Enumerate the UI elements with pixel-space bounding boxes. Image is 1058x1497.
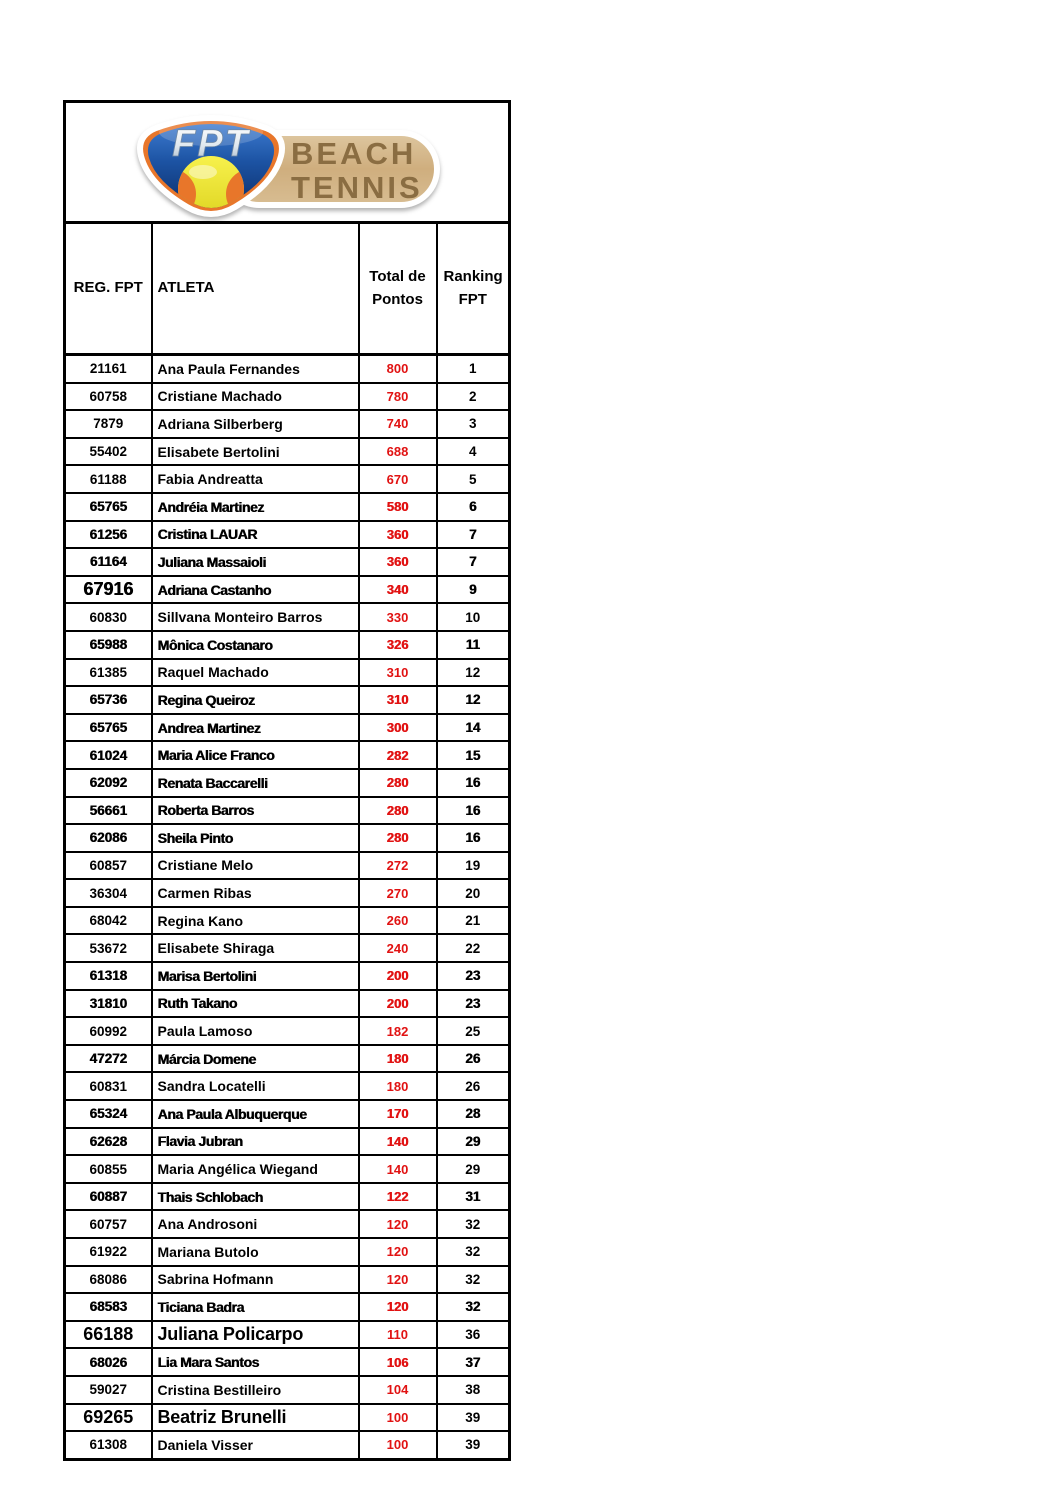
ranking-cell: 23: [437, 990, 510, 1018]
fpt-ranking-table: [63, 100, 511, 1461]
athlete-name-cell: Sandra Locatelli: [152, 1072, 359, 1100]
points-cell: 200: [359, 990, 437, 1018]
table-row: [65, 383, 510, 411]
ranking-cell: 7: [437, 548, 510, 576]
table-row: [65, 1348, 510, 1376]
table-row: [65, 1128, 510, 1156]
points-cell: 104: [359, 1376, 437, 1404]
points-cell: 780: [359, 383, 437, 411]
points-cell: 120: [359, 1293, 437, 1321]
ranking-cell: 32: [437, 1266, 510, 1294]
ranking-cell: 7: [437, 521, 510, 549]
column-header-total-de-pontos: Total de Pontos: [359, 223, 437, 355]
athlete-name-cell: Thais Schlobach: [152, 1183, 359, 1211]
reg-fpt-cell: 65765: [65, 714, 152, 742]
table-row: [65, 438, 510, 466]
athlete-name-cell: Sabrina Hofmann: [152, 1266, 359, 1294]
points-cell: 360: [359, 521, 437, 549]
points-cell: 180: [359, 1045, 437, 1073]
ranking-cell: 19: [437, 852, 510, 880]
table-row: [65, 576, 510, 604]
athlete-name-cell: Roberta Barros: [152, 797, 359, 825]
points-cell: 120: [359, 1210, 437, 1238]
athlete-name-cell: Mônica Costanaro: [152, 631, 359, 659]
table-row: [65, 1321, 510, 1349]
table-row: [65, 1376, 510, 1404]
reg-fpt-cell: 61922: [65, 1238, 152, 1266]
reg-fpt-cell: 61318: [65, 962, 152, 990]
table-row: [65, 521, 510, 549]
reg-fpt-cell: 61188: [65, 465, 152, 493]
shield-fpt-text: FPT: [172, 123, 250, 165]
table-row: [65, 962, 510, 990]
table-row: [65, 990, 510, 1018]
points-cell: 688: [359, 438, 437, 466]
table-row: [65, 797, 510, 825]
athlete-name-cell: Andréia Martinez: [152, 493, 359, 521]
ranking-cell: 21: [437, 907, 510, 935]
ranking-cell: 36: [437, 1321, 510, 1349]
athlete-name-cell: Elisabete Shiraga: [152, 934, 359, 962]
table-row: [65, 1210, 510, 1238]
ranking-cell: 20: [437, 879, 510, 907]
reg-fpt-cell: 60830: [65, 603, 152, 631]
athlete-name-cell: Cristina Bestilleiro: [152, 1376, 359, 1404]
points-cell: 140: [359, 1155, 437, 1183]
table-row: [65, 934, 510, 962]
points-cell: 330: [359, 603, 437, 631]
reg-fpt-cell: 65324: [65, 1100, 152, 1128]
points-cell: 360: [359, 548, 437, 576]
table-row: [65, 824, 510, 852]
ranking-cell: 26: [437, 1072, 510, 1100]
points-cell: 272: [359, 852, 437, 880]
points-cell: 240: [359, 934, 437, 962]
athlete-name-cell: Marisa Bertolini: [152, 962, 359, 990]
logo-cell: [65, 102, 510, 223]
points-cell: 106: [359, 1348, 437, 1376]
table-row: [65, 879, 510, 907]
points-cell: 260: [359, 907, 437, 935]
athlete-name-cell: Regina Queiroz: [152, 686, 359, 714]
reg-fpt-cell: 61256: [65, 521, 152, 549]
points-cell: 310: [359, 686, 437, 714]
points-cell: 326: [359, 631, 437, 659]
ranking-cell: 39: [437, 1404, 510, 1432]
ranking-cell: 23: [437, 962, 510, 990]
table-row: [65, 1404, 510, 1432]
athlete-name-cell: Maria Alice Franco: [152, 741, 359, 769]
reg-fpt-cell: 68583: [65, 1293, 152, 1321]
ranking-cell: 5: [437, 465, 510, 493]
points-cell: 310: [359, 659, 437, 687]
points-cell: 100: [359, 1404, 437, 1432]
ranking-cell: 26: [437, 1045, 510, 1073]
reg-fpt-cell: 56661: [65, 797, 152, 825]
reg-fpt-cell: 62086: [65, 824, 152, 852]
reg-fpt-cell: 59027: [65, 1376, 152, 1404]
ranking-cell: 28: [437, 1100, 510, 1128]
table-row: [65, 1155, 510, 1183]
table-row: [65, 465, 510, 493]
reg-fpt-cell: 53672: [65, 934, 152, 962]
points-cell: 282: [359, 741, 437, 769]
ranking-cell: 32: [437, 1238, 510, 1266]
athlete-name-cell: Lia Mara Santos: [152, 1348, 359, 1376]
points-cell: 200: [359, 962, 437, 990]
points-cell: 140: [359, 1128, 437, 1156]
table-row: [65, 769, 510, 797]
athlete-name-cell: Fabia Andreatta: [152, 465, 359, 493]
ranking-cell: 32: [437, 1293, 510, 1321]
ranking-cell: 10: [437, 603, 510, 631]
athlete-name-cell: Juliana Policarpo: [152, 1321, 359, 1349]
reg-fpt-cell: 61024: [65, 741, 152, 769]
ranking-cell: 31: [437, 1183, 510, 1211]
points-cell: 120: [359, 1238, 437, 1266]
athlete-name-cell: Ana Paula Albuquerque: [152, 1100, 359, 1128]
ranking-cell: 25: [437, 1017, 510, 1045]
column-header-atleta: ATLETA: [152, 223, 359, 355]
athlete-name-cell: Daniela Visser: [152, 1431, 359, 1459]
ranking-cell: 9: [437, 576, 510, 604]
ranking-cell: 3: [437, 410, 510, 438]
reg-fpt-cell: 68086: [65, 1266, 152, 1294]
table-row: [65, 714, 510, 742]
column-header-row: [65, 223, 510, 355]
points-cell: 740: [359, 410, 437, 438]
ranking-cell: 16: [437, 769, 510, 797]
reg-fpt-cell: 60855: [65, 1155, 152, 1183]
reg-fpt-cell: 21161: [65, 355, 152, 383]
table-row: [65, 548, 510, 576]
reg-fpt-cell: 60887: [65, 1183, 152, 1211]
ranking-cell: 12: [437, 659, 510, 687]
points-cell: 180: [359, 1072, 437, 1100]
athlete-name-cell: Cristiane Machado: [152, 383, 359, 411]
table-row: [65, 1072, 510, 1100]
athlete-name-cell: Adriana Castanho: [152, 576, 359, 604]
points-cell: 280: [359, 769, 437, 797]
ranking-cell: 39: [437, 1431, 510, 1459]
reg-fpt-cell: 66188: [65, 1321, 152, 1349]
table-row: [65, 493, 510, 521]
reg-fpt-cell: 62628: [65, 1128, 152, 1156]
ranking-cell: 12: [437, 686, 510, 714]
points-cell: 580: [359, 493, 437, 521]
table-row: [65, 686, 510, 714]
athlete-name-cell: Ticiana Badra: [152, 1293, 359, 1321]
reg-fpt-cell: 69265: [65, 1404, 152, 1432]
ranking-cell: 1: [437, 355, 510, 383]
ranking-cell: 37: [437, 1348, 510, 1376]
table-row: [65, 659, 510, 687]
ranking-cell: 29: [437, 1155, 510, 1183]
table-row: [65, 1238, 510, 1266]
athlete-name-cell: Carmen Ribas: [152, 879, 359, 907]
fpt-beach-tennis-logo: [131, 106, 443, 218]
points-cell: 800: [359, 355, 437, 383]
points-cell: 670: [359, 465, 437, 493]
reg-fpt-cell: 60857: [65, 852, 152, 880]
table-row: [65, 1293, 510, 1321]
reg-fpt-cell: 60758: [65, 383, 152, 411]
reg-fpt-cell: 65988: [65, 631, 152, 659]
athlete-name-cell: Sillvana Monteiro Barros: [152, 603, 359, 631]
points-cell: 182: [359, 1017, 437, 1045]
reg-fpt-cell: 36304: [65, 879, 152, 907]
ranking-cell: 2: [437, 383, 510, 411]
athlete-name-cell: Ana Paula Fernandes: [152, 355, 359, 383]
points-cell: 280: [359, 797, 437, 825]
table-row: [65, 1100, 510, 1128]
ranking-cell: 11: [437, 631, 510, 659]
ranking-cell: 4: [437, 438, 510, 466]
ranking-cell: 16: [437, 824, 510, 852]
athlete-name-cell: Mariana Butolo: [152, 1238, 359, 1266]
points-cell: 110: [359, 1321, 437, 1349]
points-cell: 340: [359, 576, 437, 604]
ranking-cell: 14: [437, 714, 510, 742]
logo-row: [65, 102, 510, 223]
reg-fpt-cell: 31810: [65, 990, 152, 1018]
athlete-name-cell: Cristiane Melo: [152, 852, 359, 880]
reg-fpt-cell: 62092: [65, 769, 152, 797]
table-row: [65, 1045, 510, 1073]
table-row: [65, 410, 510, 438]
ranking-cell: 16: [437, 797, 510, 825]
athlete-name-cell: Ruth Takano: [152, 990, 359, 1018]
athlete-name-cell: Regina Kano: [152, 907, 359, 935]
reg-fpt-cell: 67916: [65, 576, 152, 604]
athlete-name-cell: Sheila Pinto: [152, 824, 359, 852]
ranking-cell: 15: [437, 741, 510, 769]
table-row: [65, 355, 510, 383]
reg-fpt-cell: 65765: [65, 493, 152, 521]
reg-fpt-cell: 61385: [65, 659, 152, 687]
ranking-cell: 6: [437, 493, 510, 521]
athlete-name-cell: Elisabete Bertolini: [152, 438, 359, 466]
athlete-name-cell: Juliana Massaioli: [152, 548, 359, 576]
reg-fpt-cell: 60831: [65, 1072, 152, 1100]
reg-fpt-cell: 61164: [65, 548, 152, 576]
table-row: [65, 1183, 510, 1211]
reg-fpt-cell: 7879: [65, 410, 152, 438]
points-cell: 280: [359, 824, 437, 852]
athlete-name-cell: Cristina LAUAR: [152, 521, 359, 549]
column-header-reg-fpt: REG. FPT: [65, 223, 152, 355]
athlete-name-cell: Flavia Jubran: [152, 1128, 359, 1156]
table-row: [65, 907, 510, 935]
reg-fpt-cell: 68026: [65, 1348, 152, 1376]
table-row: [65, 741, 510, 769]
athlete-name-cell: Adriana Silberberg: [152, 410, 359, 438]
reg-fpt-cell: 60992: [65, 1017, 152, 1045]
table-row: [65, 1266, 510, 1294]
athlete-name-cell: Paula Lamoso: [152, 1017, 359, 1045]
table-row: [65, 852, 510, 880]
points-cell: 120: [359, 1266, 437, 1294]
points-cell: 300: [359, 714, 437, 742]
reg-fpt-cell: 68042: [65, 907, 152, 935]
athlete-name-cell: Beatriz Brunelli: [152, 1404, 359, 1432]
reg-fpt-cell: 65736: [65, 686, 152, 714]
athlete-name-cell: Márcia Domene: [152, 1045, 359, 1073]
banner-word-tennis: TENNIS: [291, 170, 423, 205]
athlete-name-cell: Raquel Machado: [152, 659, 359, 687]
athlete-name-cell: Maria Angélica Wiegand: [152, 1155, 359, 1183]
points-cell: 270: [359, 879, 437, 907]
banner-word-beach: BEACH: [291, 136, 417, 171]
athlete-name-cell: Renata Baccarelli: [152, 769, 359, 797]
ranking-cell: 29: [437, 1128, 510, 1156]
reg-fpt-cell: 47272: [65, 1045, 152, 1073]
reg-fpt-cell: 60757: [65, 1210, 152, 1238]
reg-fpt-cell: 61308: [65, 1431, 152, 1459]
points-cell: 170: [359, 1100, 437, 1128]
points-cell: 122: [359, 1183, 437, 1211]
ranking-cell: 38: [437, 1376, 510, 1404]
table-row: [65, 631, 510, 659]
points-cell: 100: [359, 1431, 437, 1459]
table-row: [65, 1017, 510, 1045]
table-row: [65, 603, 510, 631]
reg-fpt-cell: 55402: [65, 438, 152, 466]
athlete-name-cell: Andrea Martinez: [152, 714, 359, 742]
column-header-ranking-fpt: Ranking FPT: [437, 223, 510, 355]
ranking-cell: 22: [437, 934, 510, 962]
table-row: [65, 1431, 510, 1459]
athlete-name-cell: Ana Androsoni: [152, 1210, 359, 1238]
ranking-cell: 32: [437, 1210, 510, 1238]
